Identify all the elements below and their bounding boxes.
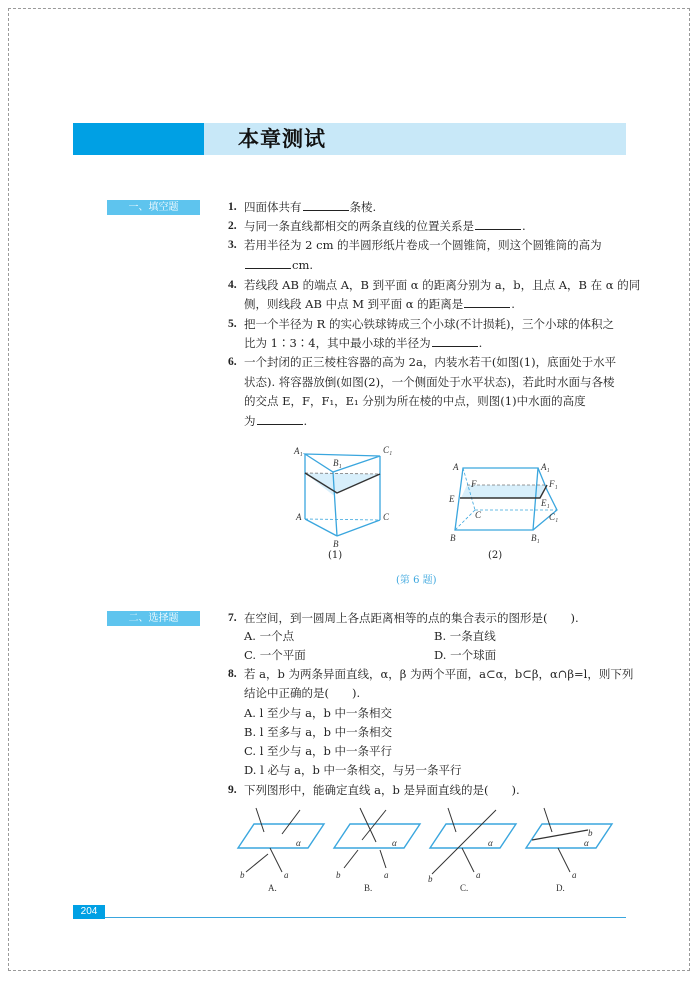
line-label: a (384, 870, 389, 880)
point-label: A₁ (541, 462, 550, 472)
question-6-line-2: 状态). 将容器放倒(如图(2)，一个侧面处于水平状态)，若此时水面与各棱 (244, 375, 615, 389)
point-label: C (383, 512, 390, 522)
option-a: A. l 至少与 a，b 中一条相交 (244, 706, 392, 720)
line-label: a (476, 870, 481, 880)
point-label: B (450, 533, 456, 543)
question-number: 6. (228, 356, 237, 368)
plane-label: α (488, 838, 493, 848)
question-8-line-2: 结论中正确的是( ). (244, 686, 361, 700)
text: 为 (244, 414, 256, 428)
footer-rule (105, 917, 626, 918)
section-label-fill-in: 一、填空题 (107, 200, 200, 215)
option-b-figure (334, 808, 420, 893)
point-label: A₁ (294, 446, 303, 456)
point-label: C₁ (549, 512, 559, 522)
question-8-line-1: 若 a，b 为两条异面直线，α，β 为两个平面，a⊂α，b⊂β，α∩β=l，则下列 (244, 667, 634, 681)
question-6-line-4 (244, 413, 307, 429)
answer-blank (303, 199, 349, 211)
option-c: C. l 至少与 a，b 中一条平行 (244, 744, 393, 758)
section-label-multiple-choice: 二、选择题 (107, 611, 200, 626)
header-accent-block (73, 123, 204, 155)
point-label: A (296, 512, 302, 522)
text: 比为 1∶3∶4，其中最小球的半径为 (244, 336, 431, 350)
question-2 (244, 218, 526, 234)
point-label: F₁ (549, 479, 558, 489)
question-4-line-2 (244, 296, 515, 312)
text: cm. (292, 258, 314, 272)
question-3-line-2 (244, 257, 313, 273)
question-number: 1. (228, 201, 237, 213)
question-5-line-1: 把一个半径为 R 的实心铁球铸成三个小球(不计损耗)，三个小球的体积之 (244, 317, 614, 331)
text: . (303, 414, 308, 428)
prism-figure-1 (285, 438, 395, 548)
line-label: b (428, 874, 433, 884)
figure-label: C. (460, 883, 469, 893)
question-5-line-2 (244, 335, 482, 351)
option-d-figure (526, 808, 612, 893)
prism-figure-2 (445, 460, 560, 545)
question-number: 5. (228, 318, 237, 330)
option-b: B. l 至多与 a，b 中一条相交 (244, 725, 393, 739)
text: . (522, 219, 526, 233)
answer-blank (257, 413, 303, 425)
point-label: C₁ (383, 445, 393, 455)
line-label: b (240, 870, 245, 880)
question-6-line-1: 一个封闭的正三棱柱容器的高为 2a，内装水若干(如图(1)，底面处于水平 (244, 355, 617, 369)
option-d: D. 一个球面 (434, 648, 497, 662)
answer-blank (432, 335, 478, 347)
point-label: A (453, 462, 459, 472)
option-a-figure (238, 808, 324, 893)
answer-blank (245, 257, 291, 269)
question-1 (244, 199, 376, 215)
question-number: 2. (228, 220, 237, 232)
option-b: B. 一条直线 (434, 629, 496, 643)
figure-2-label: (2) (488, 550, 503, 561)
figure-label: D. (556, 883, 565, 893)
figure-label: A. (268, 883, 277, 893)
point-label: B (333, 539, 339, 548)
question-number: 8. (228, 668, 237, 680)
option-c-figure (428, 808, 516, 893)
answer-blank (475, 218, 521, 230)
question-6-line-3: 的交点 E，F，F₁，E₁ 分别为所在棱的中点，则图(1)中水面的高度 (244, 394, 586, 408)
question-number: 3. (228, 239, 237, 251)
point-label: F (471, 479, 477, 489)
question-4-line-1: 若线段 AB 的端点 A，B 到平面 α 的距离分别为 a，b，且点 A，B 在 α 的同 (244, 278, 641, 292)
point-label: B₁ (531, 533, 540, 543)
chapter-title: 本章测试 (238, 126, 326, 151)
point-label: E₁ (541, 498, 550, 508)
line-label: b (336, 870, 341, 880)
plane-label: α (584, 838, 589, 848)
line-label: b (588, 828, 593, 838)
figure-caption: (第 6 题) (396, 575, 437, 586)
page-number: 204 (73, 905, 105, 919)
option-c: C. 一个平面 (244, 648, 306, 662)
question-number: 7. (228, 612, 237, 624)
question-number: 4. (228, 279, 237, 291)
point-label: B₁ (333, 458, 342, 468)
point-label: E (449, 494, 455, 504)
point-label: C (475, 510, 482, 520)
plane-label: α (392, 838, 397, 848)
text: . (478, 336, 483, 350)
question-3-line-1: 若用半径为 2 cm 的半圆形纸片卷成一个圆锥筒，则这个圆锥筒的高为 (244, 238, 602, 252)
line-label: a (284, 870, 289, 880)
plane-label: α (296, 838, 301, 848)
text: 条棱. (349, 200, 377, 214)
question-number: 9. (228, 784, 237, 796)
figure-label: B. (364, 883, 373, 893)
answer-blank (464, 296, 510, 308)
option-a: A. 一个点 (244, 629, 295, 643)
question-9: 下列图形中，能确定直线 a，b 是异面直线的是( ). (244, 783, 520, 797)
line-label: a (572, 870, 577, 880)
text: . (511, 297, 515, 311)
figure-1-label: (1) (328, 550, 343, 561)
option-d: D. l 必与 a，b 中一条相交，与另一条平行 (244, 763, 462, 777)
text: 与同一条直线都相交的两条直线的位置关系是 (244, 219, 474, 233)
skew-lines-figures (230, 806, 630, 896)
question-7: 在空间，到一圆周上各点距离相等的点的集合表示的图形是( ). (244, 611, 579, 625)
text: 四面体共有 (244, 200, 302, 214)
text: 侧，则线段 AB 中点 M 到平面 α 的距离是 (244, 297, 464, 311)
